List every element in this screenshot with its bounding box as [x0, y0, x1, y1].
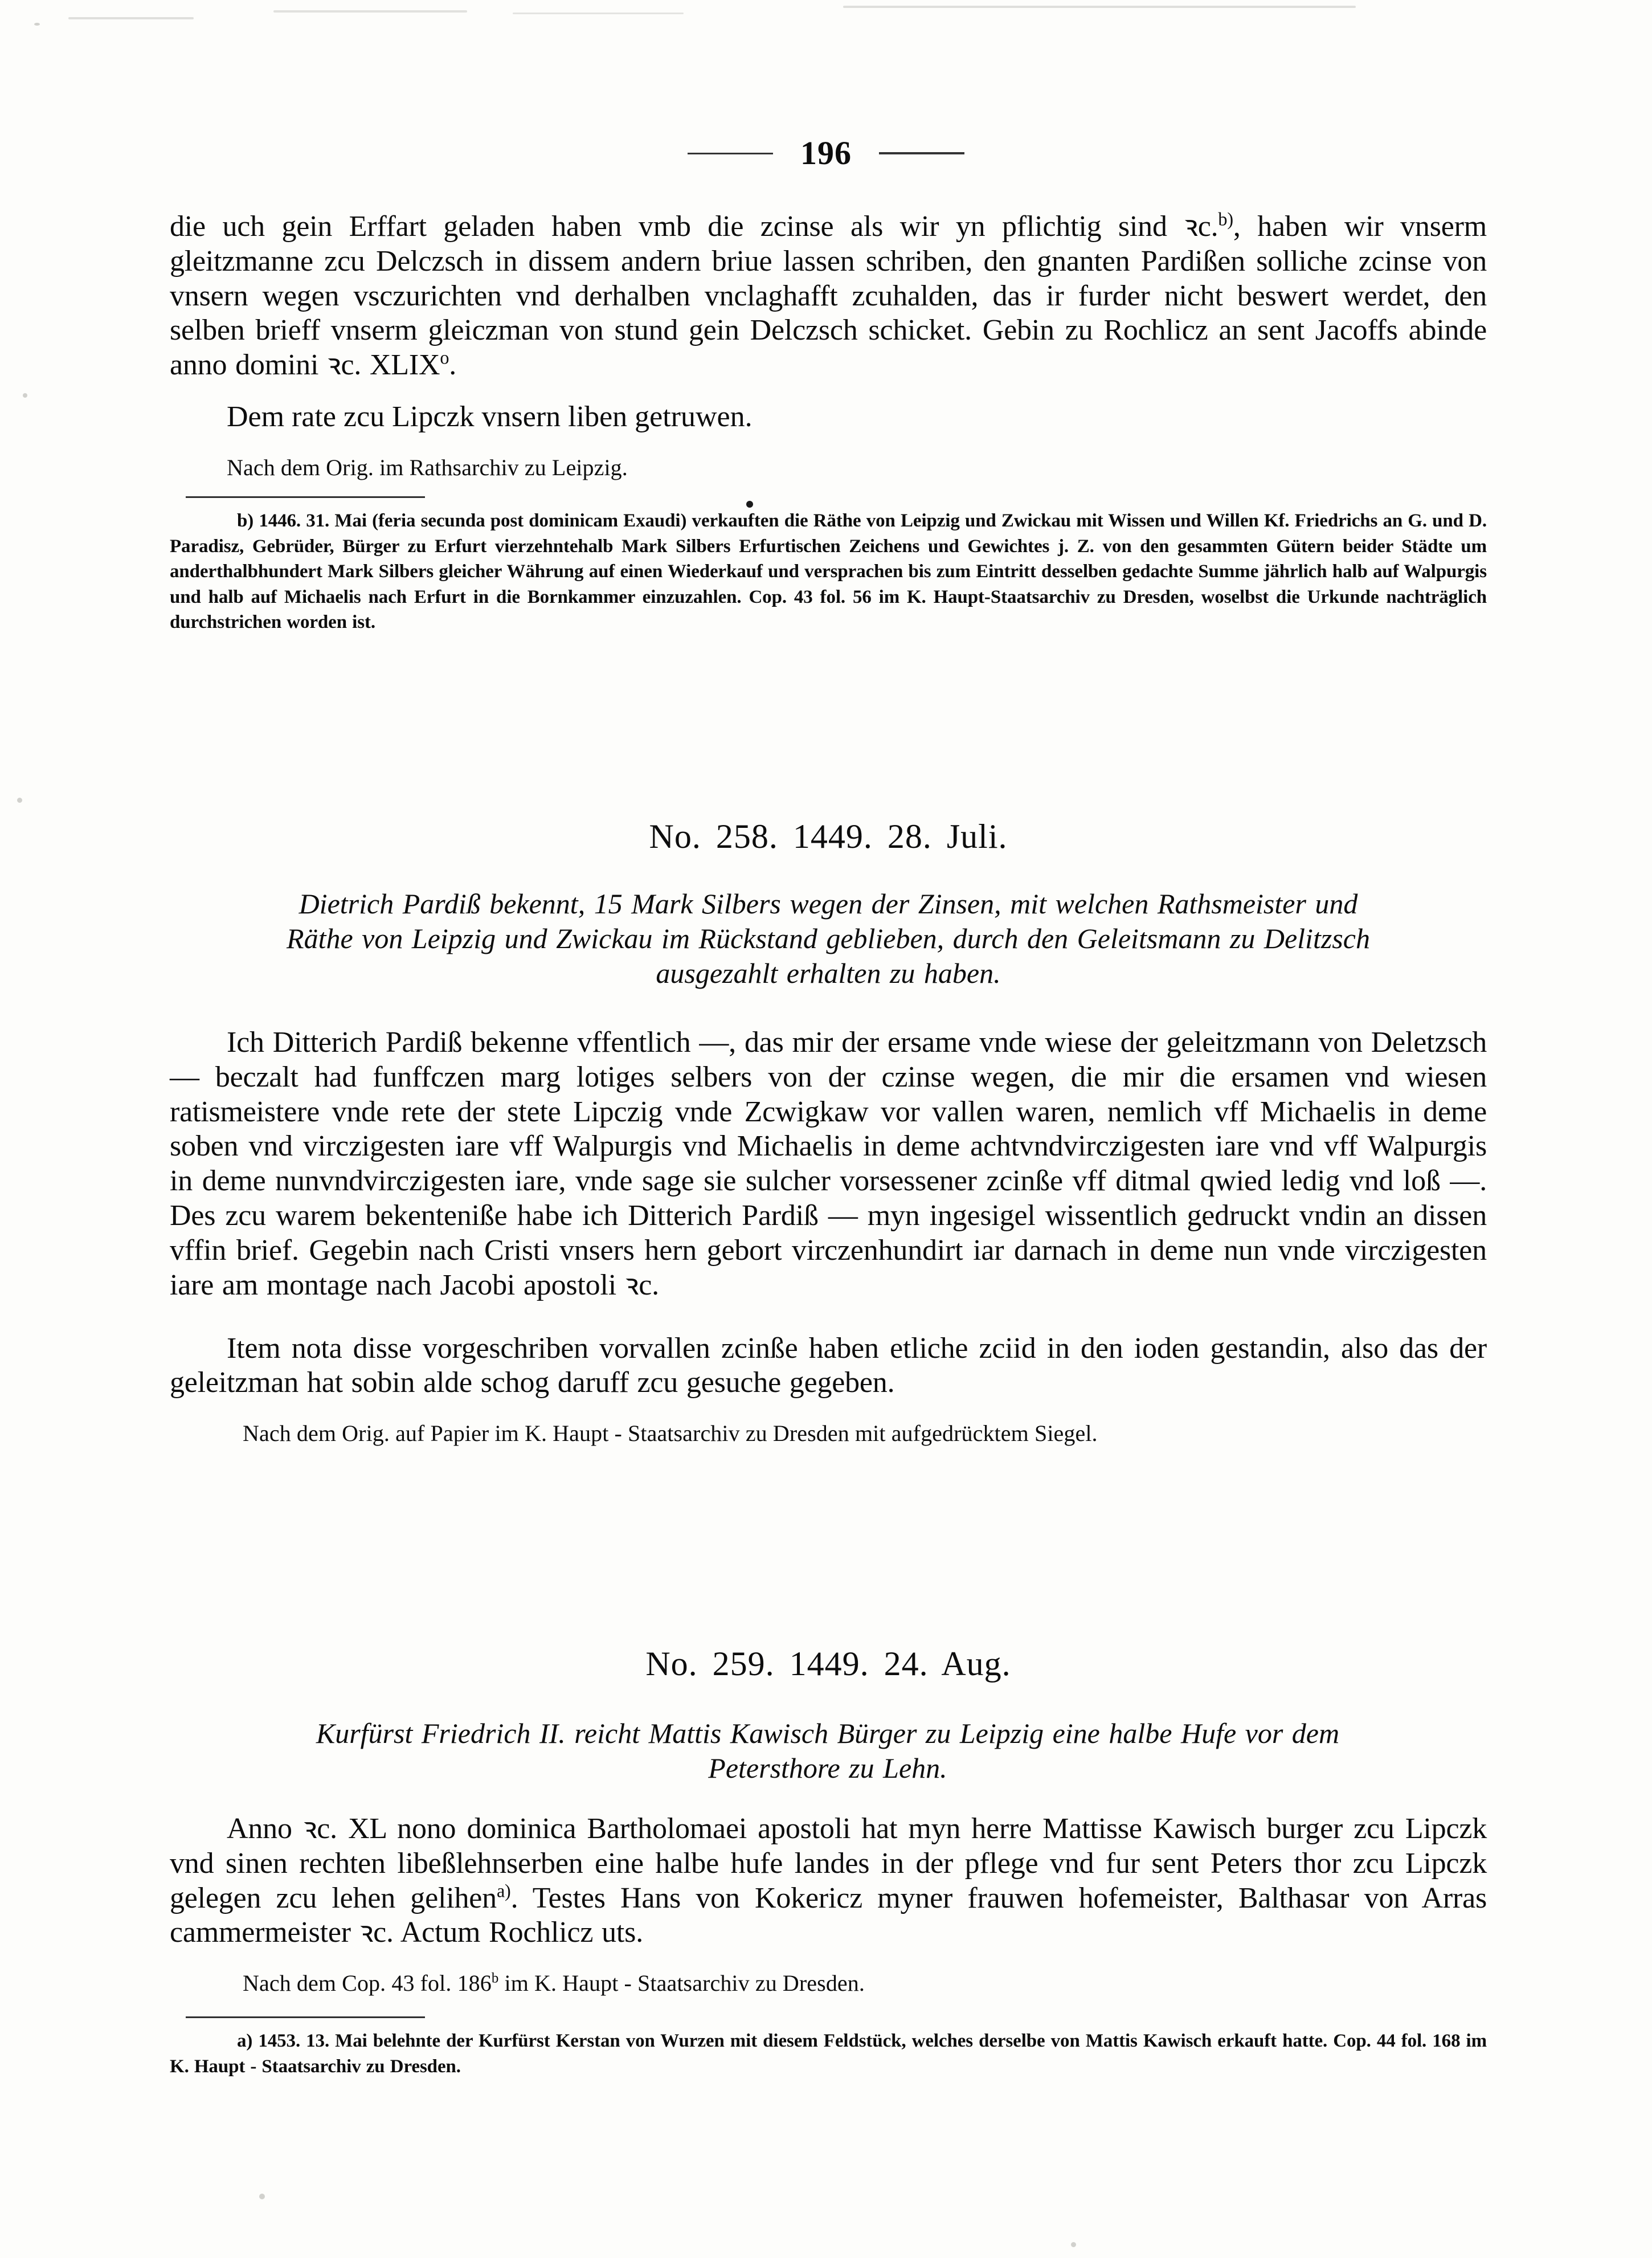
entry-258-paragraph-1: Ich Ditterich Pardiß bekenne vffentlich —, das mir der ersame vnde wiese der geleitzmann von Deletzsch — beczalt had funffczen marg lotiges selbers von der czinse wegen, die mir die ersamen vnd wiesen ratismeistere vnde rete der stete Lipczig vnde Zcwigkaw vor vallen waren, nemlich vff Michaelis in deme soben vnd virczigesten iare vff Walpurgis vnd Michaelis in deme achtvndvirczigesten iare vnd vff Walpurgis in deme nunvndvirczigesten iare, vnde sage sie sulcher vorsessener zcinße vff ditmal qwied ledig vnd loß —. Des zcu warem bekenteniße habe ich Ditterich Pardiß — myn ingesigel wissentlich gedruckt vndin an dissen vffin brief. Gegebin nach Cristi vnsers hern gebort virczenhundirt iar darnach in deme nun vnde virczigesten iare am montage nach Jacobi apostoli ꝛc.: [170, 1026, 1487, 1301]
source-note-prev-entry: Nach dem Orig. im Rathsarchiv zu Leipzig.: [227, 454, 628, 480]
scan-speckle: [23, 393, 27, 398]
entry-259-text-lead: Anno ꝛc. XL nono dominica Bartholomaei apostoli hat myn herre Mattisse Kawisch burger zcu Lipczk vnd sinen rechten libeßlehnserben eine halbe hufe landes in der pflege vnd fur sent Peters thor zcu Lipczk gelegen zcu lehen gelihen: [170, 1812, 1487, 1914]
entry-259-section: [170, 1644, 1487, 1684]
continued-entry-text-end: .: [449, 349, 457, 382]
entry-259-paragraph-1: [170, 1812, 1487, 1950]
entry-258-paragraph-2: Item nota disse vorgeschriben vorvallen zcinße haben etliche zciid in den ioden gestandin, also das der geleitzman hat sobin alde schog daruff zcu gesuche gegeben.: [170, 1332, 1487, 1399]
footnote-marker-b: b): [1218, 209, 1233, 230]
scan-speckle: [68, 17, 194, 19]
footnote-separator-rule: [186, 496, 425, 498]
entry-259-regest: [205, 1716, 1450, 1786]
entry-259-source-note: [170, 1970, 1487, 1997]
entry-258-regest: [170, 887, 1487, 991]
entry-258-regest-line-1: Dietrich Pardiß bekennt, 15 Mark Silbers wegen der Zinsen, mit welchen Rathsmeister und: [298, 888, 1358, 920]
entry-259-regest-line-1: Kurfürst Friedrich II. reicht Mattis Kawisch Bürger zu Leipzig eine halbe Hufe vor dem: [316, 1717, 1340, 1749]
scan-speckle: [34, 23, 40, 26]
folio-verso-superscript: b: [491, 1970, 499, 1986]
continued-entry-text-rest: , haben wir vnserm gleitzmanne zcu Delczsch in dissem andern briue lassen schriben, den gnanten Pardißen solliche zcinse von vnsern wegen vsczurichten vnd derhalben vnclaghafft zcuhalden, das ir furder nicht beswert werdet, den selben brieff vnserm gleiczman von stund gein Delczsch schicket. Gebin zu Rochlicz an sent Jacoffs abinde anno domini ꝛc. XLIX: [170, 210, 1487, 382]
entry-258-source-note: Nach dem Orig. auf Papier im K. Haupt - Staatsarchiv zu Dresden mit aufgedrücktem Siegel.: [243, 1420, 1098, 1447]
footnote-marker-a: a): [496, 1880, 511, 1901]
scan-speckle: [1071, 2242, 1076, 2247]
entry-259-body: [170, 1812, 1487, 2079]
entry-258-body: [170, 1026, 1487, 1447]
entry-258-regest-line-3: ausgezahlt erhalten zu haben.: [656, 957, 1001, 989]
head-rule-left: [688, 153, 773, 154]
head-rule-right: [879, 152, 964, 154]
address-line: Dem rate zcu Lipczk vnsern liben getruwen.: [227, 401, 753, 434]
footnote-a: a) 1453. 13. Mai belehnte der Kurfürst Kerstan von Wurzen mit diesem Feldstück, welches derselbe von Mattis Kawisch erkauft hatte. Cop. 44 fol. 168 im K. Haupt - Staatsarchiv zu Dresden.: [170, 2031, 1487, 2077]
entry-259-source-lead: Nach dem Cop. 43 fol. 186: [243, 1970, 492, 1996]
footnote-b: b) 1446. 31. Mai (feria secunda post dominicam Exaudi) verkauften die Räthe von Leipzig und Zwickau mit Wissen und Willen Kf. Friedrichs an G. und D. Paradisz, Gebrüder, Bürger zu Erfurt vierzehntehalb Mark Silbers Erfurtischen Zeichens und Gewichtes j. Z. von den gesammten Gütern beider Städte um anderthalbhundert Mark Silbers gleicher Währung auf einen Wiederkauf und versprachen bis zum Eintritt desselben gedachte Summe jährlich halb auf Walpurgis und halb auf Michaelis nach Erfurt in die Bornkammer einzuzahlen. Cop. 43 fol. 56 im K. Haupt-Staatsarchiv zu Dresden, woselbst die Urkunde nachträglich durchstrichen worden ist.: [170, 510, 1487, 633]
scan-speckle: [843, 6, 1356, 8]
scan-speckle: [273, 10, 467, 13]
entry-259-regest-line-2: Petersthore zu Lehn.: [708, 1752, 947, 1784]
entry-259-source-rest: im K. Haupt - Staatsarchiv zu Dresden.: [498, 1970, 865, 1996]
scan-speckle: [259, 2194, 265, 2199]
running-head: [0, 134, 1652, 172]
entry-258-section: [170, 817, 1487, 856]
ordinal-superscript: o: [440, 347, 449, 368]
footnote-separator-rule-bottom: [186, 2016, 425, 2018]
entry-259-text-rest: . Testes Hans von Kokericz myner frauwen hofemeister, Balthasar von Arras cammermeister ꝛc. Actum Rochlicz uts.: [170, 1881, 1487, 1949]
scan-speckle: [17, 798, 22, 803]
entry-258-heading: No. 258. 1449. 28. Juli.: [649, 818, 1008, 855]
footnote-dot-mark: [746, 501, 753, 508]
page-number: 196: [800, 134, 852, 172]
continued-entry-section: [170, 210, 1487, 635]
continued-entry-text-lead: die uch gein Erffart geladen haben vmb die zcinse als wir yn pflichtig sind ꝛc.: [170, 210, 1218, 243]
scan-speckle: [513, 13, 684, 14]
entry-258-regest-line-2: Räthe von Leipzig und Zwickau im Rückstand geblieben, durch den Geleitsmann zu Delitzsch: [287, 922, 1370, 954]
continued-entry-paragraph: [170, 210, 1487, 383]
entry-259-heading: No. 259. 1449. 24. Aug.: [645, 1645, 1011, 1683]
